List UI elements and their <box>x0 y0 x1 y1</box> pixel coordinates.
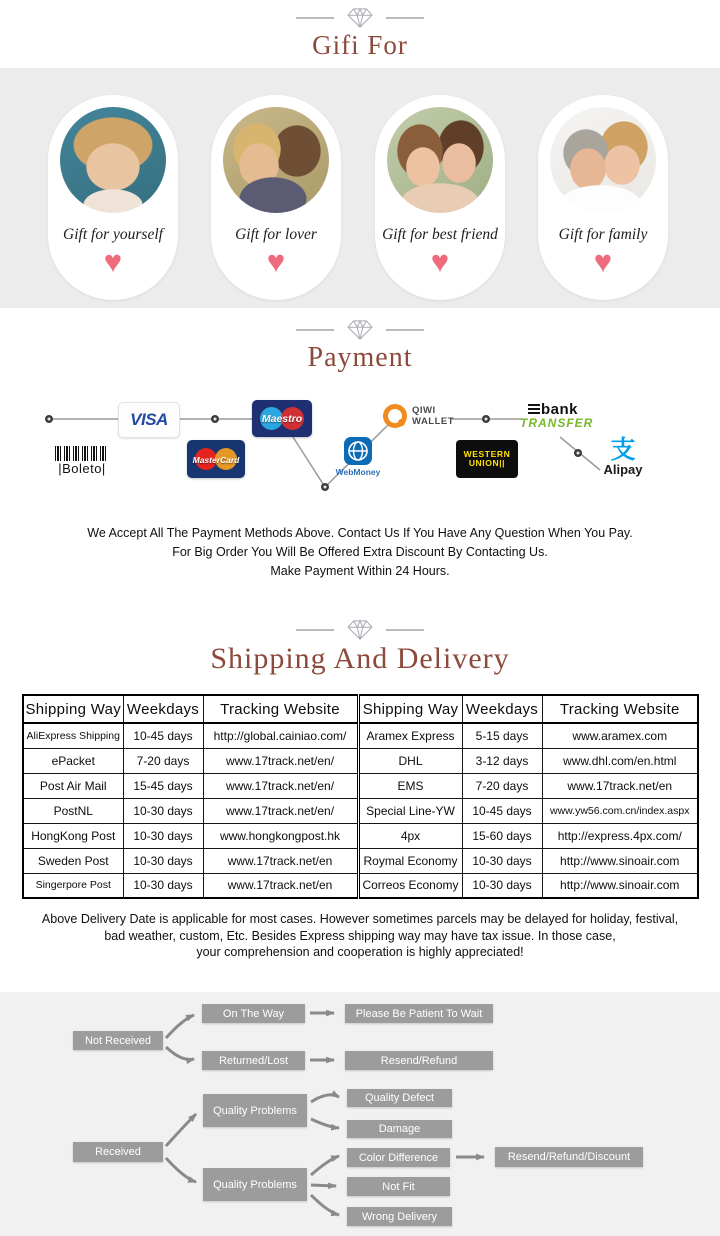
western-union-logo: WESTERN UNION|| <box>456 440 518 478</box>
gift-section-title: Gifi For <box>312 30 408 60</box>
table-cell: ePacket <box>23 748 123 773</box>
table-cell: 15-45 days <box>123 773 203 798</box>
table-cell: 4px <box>358 823 462 848</box>
table-cell: HongKong Post <box>23 823 123 848</box>
table-cell: www.17track.net/en/ <box>203 798 358 823</box>
payment-note-line: Make Payment Within 24 Hours. <box>270 564 450 578</box>
table-cell: Sweden Post <box>23 848 123 873</box>
gift-caption: Gift for yourself <box>63 226 163 243</box>
diamond-divider <box>0 618 720 642</box>
table-cell: Correos Economy <box>358 873 462 898</box>
gift-card-yourself <box>48 95 178 300</box>
table-cell: 10-30 days <box>123 848 203 873</box>
barcode-icon <box>55 446 109 461</box>
payment-note-line: For Big Order You Will Be Offered Extra Discount By Contacting Us. <box>172 545 548 559</box>
payment-notes <box>0 524 720 581</box>
flowchart-arrows <box>0 992 720 1236</box>
gift-card-best-friend <box>375 95 505 300</box>
divider-line <box>296 629 334 631</box>
bank-bars-icon <box>528 404 540 414</box>
table-cell: www.17track.net/en/ <box>203 748 358 773</box>
heart-icon: ♥ <box>266 244 286 279</box>
divider-line <box>386 329 424 331</box>
table-cell: 10-30 days <box>123 873 203 898</box>
flow-box-on-the-way: On The Way <box>202 1004 305 1023</box>
gift-strip <box>0 68 720 308</box>
table-cell: 10-30 days <box>462 848 542 873</box>
diamond-divider <box>0 6 720 30</box>
table-cell: EMS <box>358 773 462 798</box>
table-cell: DHL <box>358 748 462 773</box>
flow-box-wrong-delivery: Wrong Delivery <box>347 1207 452 1226</box>
diamond-icon <box>347 7 373 29</box>
table-row <box>23 748 698 773</box>
table-cell: 15-60 days <box>462 823 542 848</box>
gift-photo-lover <box>223 107 329 213</box>
shipping-table <box>22 694 699 899</box>
gift-caption: Gift for best friend <box>382 226 498 243</box>
mastercard-logo: MasterCard <box>187 440 245 478</box>
alipay-logo: 支 Alipay <box>598 437 648 477</box>
table-cell: Post Air Mail <box>23 773 123 798</box>
shipping-disclaimer <box>0 911 720 961</box>
table-cell: www.17track.net/en/ <box>203 773 358 798</box>
gift-card-family <box>538 95 668 300</box>
col-header-tracking-website: Tracking Website <box>542 695 698 723</box>
flow-box-received: Received <box>73 1142 163 1162</box>
gift-caption: Gift for family <box>558 226 648 243</box>
table-cell: PostNL <box>23 798 123 823</box>
diamond-icon <box>347 319 373 341</box>
payment-logos <box>0 390 720 500</box>
table-cell: Singerpore Post <box>23 873 123 898</box>
flow-box-quality-problems-2: Quality Problems <box>203 1168 307 1201</box>
divider-line <box>296 329 334 331</box>
table-cell: 10-45 days <box>462 798 542 823</box>
table-row <box>23 723 698 748</box>
disclaimer-line: your comprehension and cooperation is highly appreciated! <box>196 945 524 959</box>
gift-card-lover <box>211 95 341 300</box>
webmoney-globe-icon <box>343 436 373 466</box>
flow-box-resend-refund: Resend/Refund <box>345 1051 493 1070</box>
flow-box-quality-defect: Quality Defect <box>347 1089 452 1107</box>
table-cell: 10-30 days <box>462 873 542 898</box>
divider-line <box>386 17 424 19</box>
table-cell: http://express.4px.com/ <box>542 823 698 848</box>
table-cell: 10-45 days <box>123 723 203 748</box>
payment-section-header <box>0 318 720 374</box>
gift-caption: Gift for lover <box>235 226 317 243</box>
flow-box-please-wait: Please Be Patient To Wait <box>345 1004 493 1023</box>
col-header-shipping-way: Shipping Way <box>23 695 123 723</box>
shipping-section-title: Shipping And Delivery <box>210 642 510 675</box>
table-cell: 7-20 days <box>123 748 203 773</box>
boleto-logo: |Boleto| <box>52 446 112 476</box>
table-row <box>23 848 698 873</box>
shipping-section-header <box>0 618 720 676</box>
table-cell: www.17track.net/en <box>203 848 358 873</box>
table-cell: http://www.sinoair.com <box>542 873 698 898</box>
heart-icon: ♥ <box>430 244 450 279</box>
alipay-glyph-icon: 支 <box>610 436 636 464</box>
table-cell: 10-30 days <box>123 823 203 848</box>
table-cell: 10-30 days <box>123 798 203 823</box>
gift-photo-yourself <box>60 107 166 213</box>
col-header-weekdays: Weekdays <box>462 695 542 723</box>
payment-section-title: Payment <box>307 342 413 373</box>
flow-box-not-received: Not Received <box>73 1031 163 1050</box>
qiwi-q-icon <box>383 404 407 428</box>
gift-section-header <box>0 6 720 61</box>
qiwi-wallet-logo: QIWI WALLET <box>383 404 454 428</box>
flow-box-quality-problems-1: Quality Problems <box>203 1094 307 1127</box>
col-header-shipping-way: Shipping Way <box>358 695 462 723</box>
table-cell: www.yw56.com.cn/index.aspx <box>542 798 698 823</box>
table-cell: 7-20 days <box>462 773 542 798</box>
table-cell: www.dhl.com/en.html <box>542 748 698 773</box>
table-cell: www.aramex.com <box>542 723 698 748</box>
heart-icon: ♥ <box>103 244 123 279</box>
table-cell: 3-12 days <box>462 748 542 773</box>
table-cell: Aramex Express <box>358 723 462 748</box>
visa-logo: VISA <box>118 402 180 438</box>
gift-photo-family <box>550 107 656 213</box>
disclaimer-line: Above Delivery Date is applicable for most cases. However sometimes parcels may be delayed for holiday, festival, <box>41 912 679 926</box>
table-cell: www.17track.net/en <box>203 873 358 898</box>
table-row <box>23 798 698 823</box>
flow-box-returned-lost: Returned/Lost <box>202 1051 305 1070</box>
gift-photo-best-friend <box>387 107 493 213</box>
table-cell: Special Line-YW <box>358 798 462 823</box>
table-cell: http://www.sinoair.com <box>542 848 698 873</box>
payment-note-line: We Accept All The Payment Methods Above. Contact Us If You Have Any Question When You Pay. <box>87 526 633 540</box>
diamond-icon <box>347 619 373 641</box>
diamond-divider <box>0 318 720 342</box>
flow-box-resend-refund-discount: Resend/Refund/Discount <box>495 1147 643 1167</box>
col-header-weekdays: Weekdays <box>123 695 203 723</box>
table-cell: AliExpress Shipping <box>23 723 123 748</box>
table-row <box>23 873 698 898</box>
col-header-tracking-website: Tracking Website <box>203 695 358 723</box>
table-cell: www.hongkongpost.hk <box>203 823 358 848</box>
disclaimer-line: bad weather, custom, Etc. Besides Express shipping way may have tax issue. In those case, <box>104 928 616 943</box>
table-cell: Roymal Economy <box>358 848 462 873</box>
table-cell: http://global.cainiao.com/ <box>203 723 358 748</box>
heart-icon: ♥ <box>593 244 613 279</box>
divider-line <box>296 17 334 19</box>
table-cell: 5-15 days <box>462 723 542 748</box>
bank-transfer-logo: bank TRANSFER <box>520 401 594 430</box>
after-sale-flowchart <box>0 992 720 1236</box>
table-row <box>23 823 698 848</box>
table-cell: www.17track.net/en <box>542 773 698 798</box>
webmoney-logo: WebMoney <box>330 436 386 477</box>
flow-box-color-difference: Color Difference <box>347 1148 450 1167</box>
table-row <box>23 773 698 798</box>
table-header-row <box>23 695 698 723</box>
maestro-logo: Maestro <box>252 400 312 437</box>
divider-line <box>386 629 424 631</box>
flow-box-damage: Damage <box>347 1120 452 1138</box>
flow-box-not-fit: Not Fit <box>347 1177 450 1196</box>
